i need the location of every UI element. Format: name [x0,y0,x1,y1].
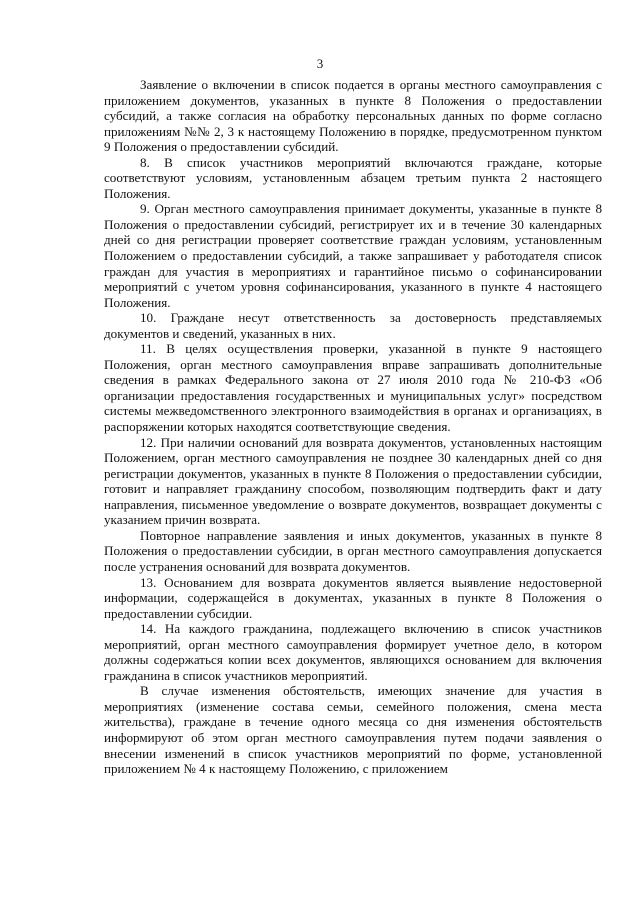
paragraph-application-submission: Заявление о включении в список подается в органы местного самоуправления с приложением документов, указанных в пункте 8 Положения о предоставлении субсидий, а также согласия на обработку персональных данных по форме согласно приложениям №№ 2, 3 к настоящему Положению в порядке, предусмотренном пунктом 9 Положения о предоставлении субсидий. [104,77,602,155]
paragraph-item-10: 10. Граждане несут ответственность за достоверность представляемых документов и сведений, указанных в них. [104,310,602,341]
paragraph-item-11: 11. В целях осуществления проверки, указанной в пункте 9 настоящего Положения, орган местного самоуправления вправе запрашивать дополнительные сведения в рамках Федерального закона от 27 июля 2010 года № 210-ФЗ «Об организации предоставления государственных и муниципальных услуг» посредством системы межведомственного электронного взаимодействия в органах и организациях, в распоряжении которых находятся соответствующие сведения. [104,341,602,435]
paragraph-item-12: 12. При наличии оснований для возврата документов, установленных настоящим Положением, орган местного самоуправления не позднее 30 календарных дней со дня регистрации документов, указанных в пункте 8 Положения о предоставлении субсидии, готовит и направляет гражданину способом, позволяющим подтвердить факт и дату направления, письменное уведомление о возврате документов, возвращает документы с указанием причин возврата. [104,434,602,528]
document-body [104,77,602,777]
paragraph-item-14: 14. На каждого гражданина, подлежащего включению в список участников мероприятий, орган местного самоуправления формирует учетное дело, в котором должны содержаться копии всех документов, являющихся основанием для включения гражданина в список участников мероприятий. [104,621,602,683]
paragraph-item-8: 8. В список участников мероприятий включаются граждане, которые соответствуют условиям, установленным абзацем третьим пункта 2 настоящего Положения. [104,154,602,201]
page-number: 3 [316,56,324,71]
paragraph-resubmission: Повторное направление заявления и иных документов, указанных в пункте 8 Положения о предоставлении субсидии, в орган местного самоуправления допускается после устранения оснований для возврата документов. [104,527,602,574]
paragraph-changes: В случае изменения обстоятельств, имеющих значение для участия в мероприятиях (изменение состава семьи, семейного положения, смена места жительства), граждане в течение одного месяца со дня изменения обстоятельств информируют об этом орган местного самоуправления путем подачи заявления о внесении изменений в список участников мероприятий по форме, установленной приложением № 4 к настоящему Положению, с приложением [104,683,602,777]
paragraph-item-9: 9. Орган местного самоуправления принимает документы, указанные в пункте 8 Положения о предоставлении субсидий, регистрирует их и в течение 30 календарных дней со дня регистрации проверяет соответствие граждан условиям, установленным Положением о предоставлении субсидий, а также запрашивает у работодателя список граждан для участия в мероприятиях и гарантийное письмо о софинансировании мероприятий с учетом уровня софинансирования, указанного в пункте 4 настоящего Положения. [104,201,602,310]
paragraph-item-13: 13. Основанием для возврата документов является выявление недостоверной информации, содержащейся в документах, указанных в пункте 8 Положения о предоставлении субсидии. [104,574,602,621]
